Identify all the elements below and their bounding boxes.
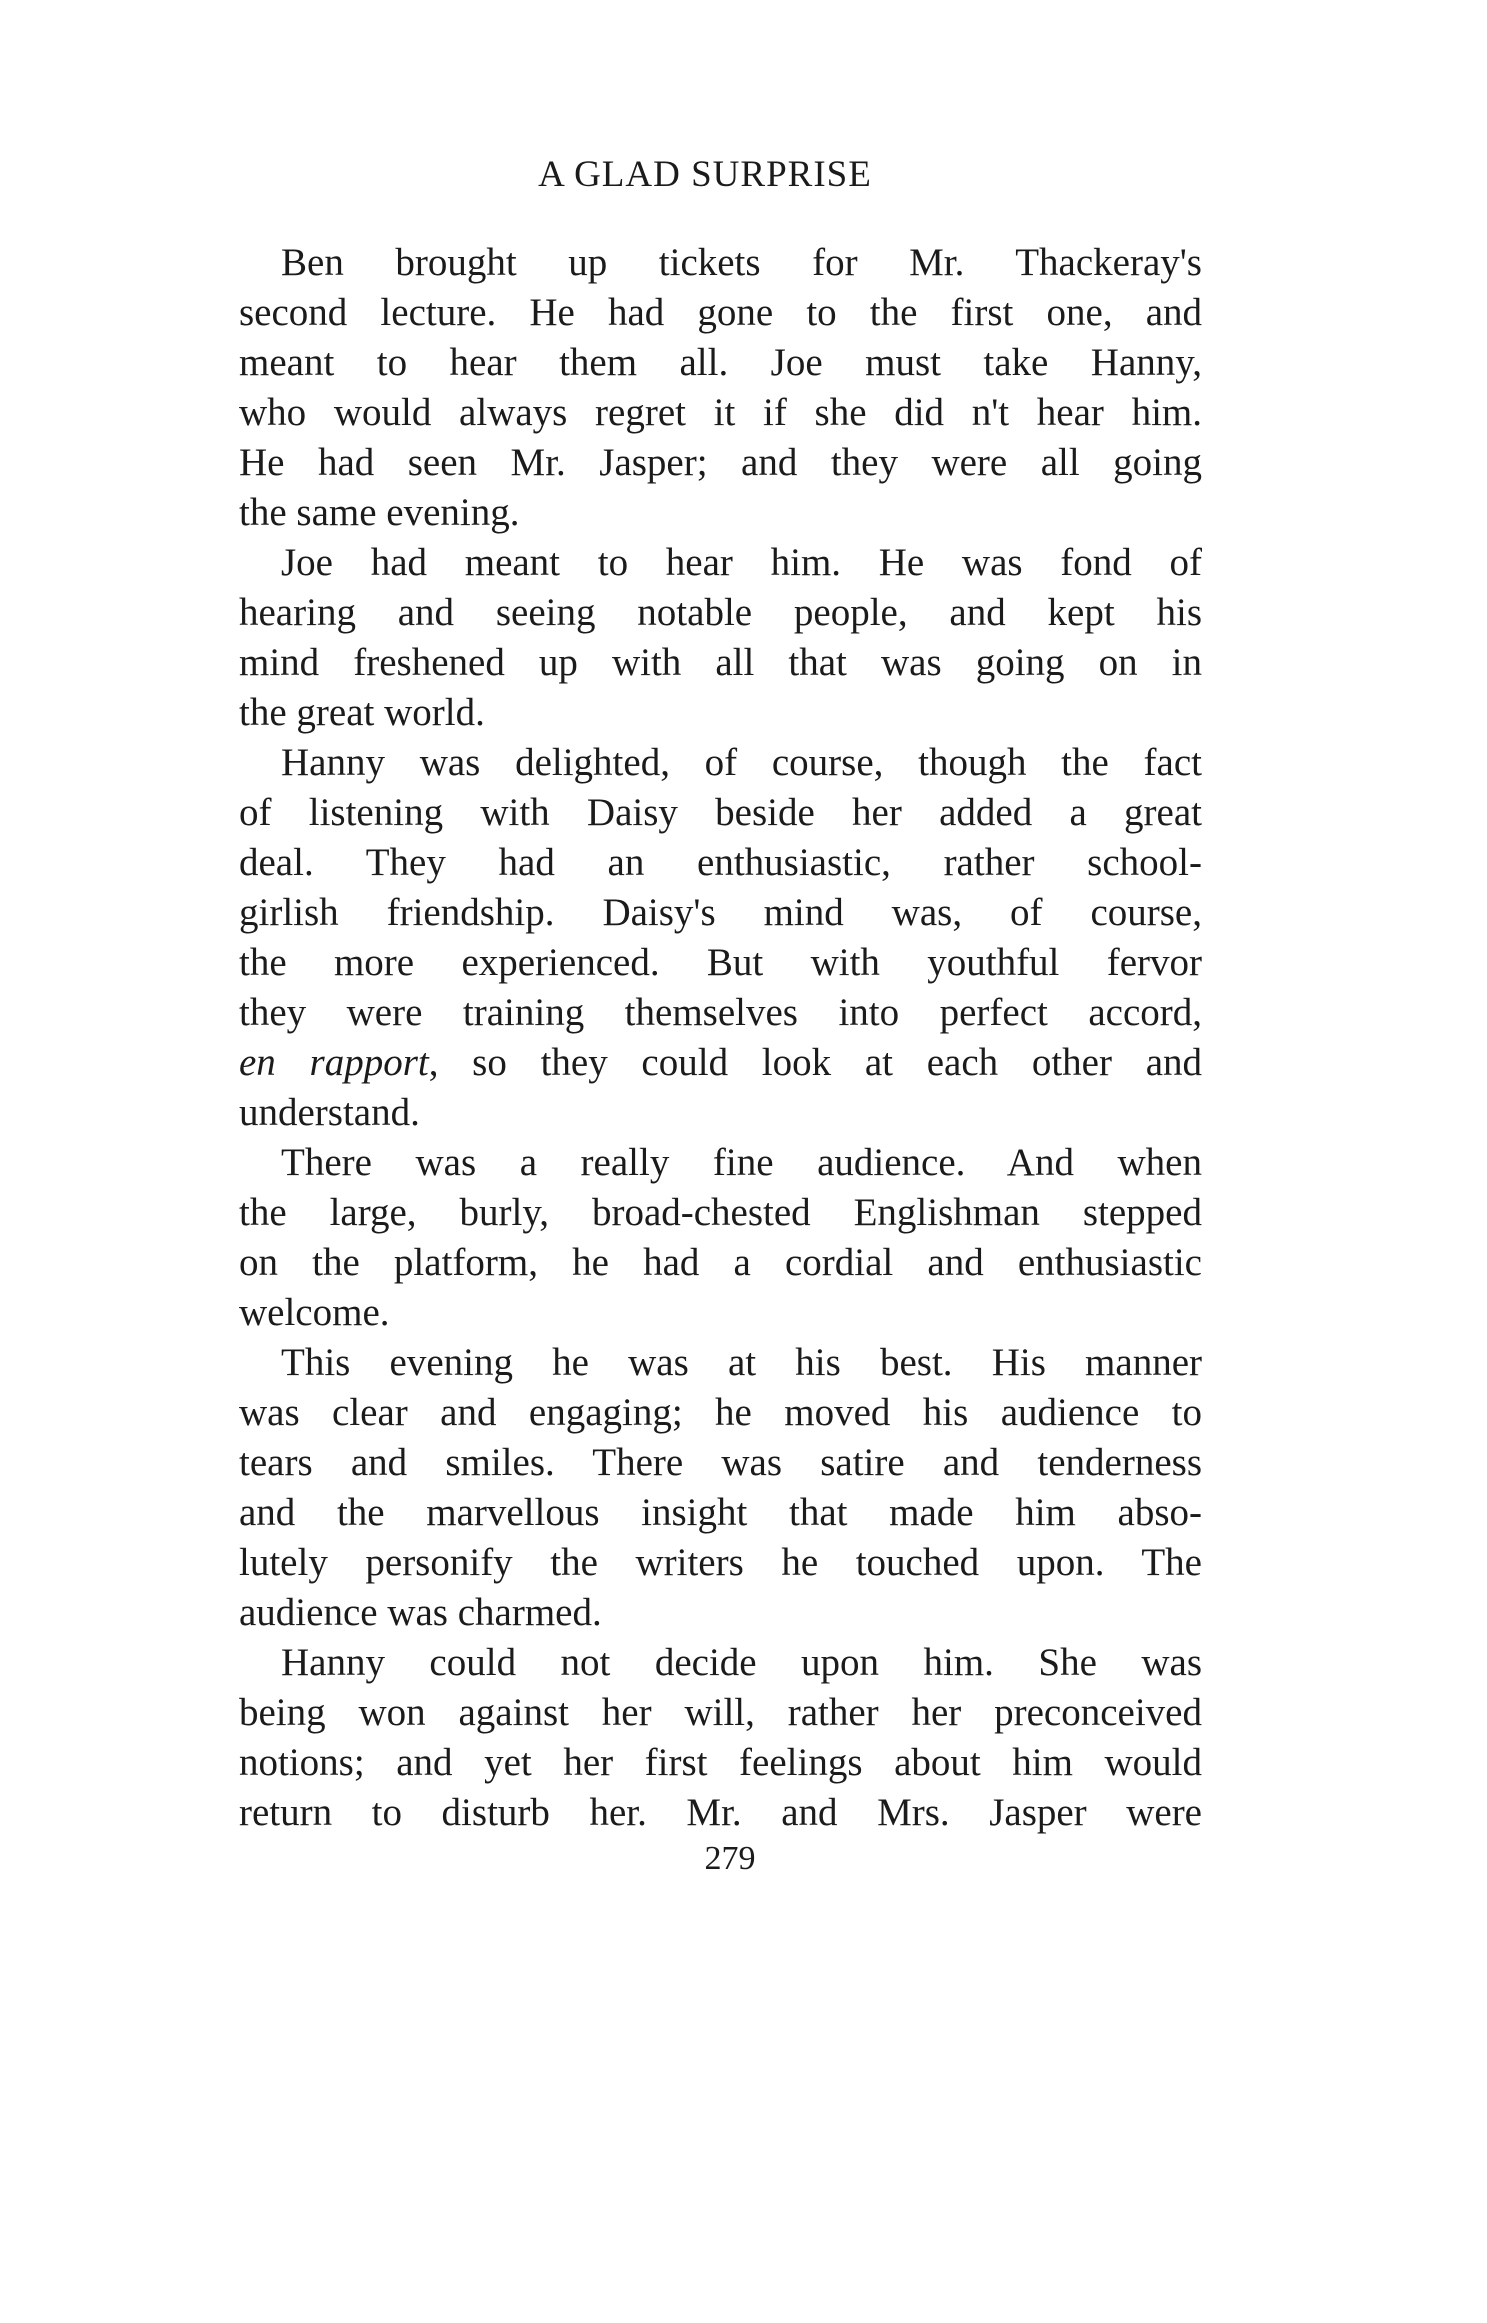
- body-text: [239, 238, 1202, 1838]
- text-line: second lecture. He had gone to the first one, and: [239, 291, 1202, 334]
- text-line: Ben brought up tickets for Mr. Thackeray's: [281, 241, 1202, 284]
- text-line: the large, burly, broad-chested Englishman stepped: [239, 1191, 1202, 1234]
- text-line: was clear and engaging; he moved his audience to: [239, 1391, 1202, 1434]
- text-line: Hanny was delighted, of course, though the fact: [281, 741, 1202, 784]
- text-line: the great world.: [239, 691, 485, 734]
- text-line: audience was charmed.: [239, 1591, 602, 1634]
- text-line: meant to hear them all. Joe must take Hanny,: [239, 341, 1202, 384]
- text-line: girlish friendship. Daisy's mind was, of course,: [239, 891, 1202, 934]
- page-number: 279: [704, 1840, 756, 1877]
- text-line: being won against her will, rather her preconceived: [239, 1691, 1202, 1734]
- text-line: of listening with Daisy beside her added a great: [239, 791, 1202, 834]
- text-line: and the marvellous insight that made him abso-: [239, 1491, 1202, 1534]
- text-line: deal. They had an enthusiastic, rather school-: [239, 841, 1202, 884]
- text-line: welcome.: [239, 1291, 390, 1334]
- text-line: tears and smiles. There was satire and tenderness: [239, 1441, 1202, 1484]
- text-line: the more experienced. But with youthful fervor: [239, 941, 1202, 984]
- line-continuation: , so they could look at each other and: [428, 1041, 1202, 1084]
- text-line: hearing and seeing notable people, and kept his: [239, 591, 1202, 634]
- text-line: they were training themselves into perfect accord,: [239, 991, 1202, 1034]
- text-line: [239, 1038, 1202, 1088]
- text-line: the same evening.: [239, 491, 520, 534]
- text-line: Hanny could not decide upon him. She was: [281, 1641, 1202, 1684]
- text-line: lutely personify the writers he touched upon. The: [239, 1541, 1202, 1584]
- text-line: understand.: [239, 1091, 420, 1134]
- text-line: mind freshened up with all that was going on in: [239, 641, 1202, 684]
- running-title: A GLAD SURPRISE: [538, 154, 872, 195]
- text-line: on the platform, he had a cordial and enthusiastic: [239, 1241, 1202, 1284]
- text-line: Joe had meant to hear him. He was fond of: [281, 541, 1202, 584]
- text-line: There was a really fine audience. And when: [281, 1141, 1202, 1184]
- text-line: He had seen Mr. Jasper; and they were all going: [239, 441, 1202, 484]
- text-line: notions; and yet her first feelings about him would: [239, 1741, 1202, 1784]
- text-line: This evening he was at his best. His manner: [281, 1341, 1202, 1384]
- text-line: who would always regret it if she did n't hear him.: [239, 391, 1202, 434]
- italic-phrase: en rapport: [239, 1041, 429, 1084]
- text-line: return to disturb her. Mr. and Mrs. Jasper were: [239, 1791, 1202, 1834]
